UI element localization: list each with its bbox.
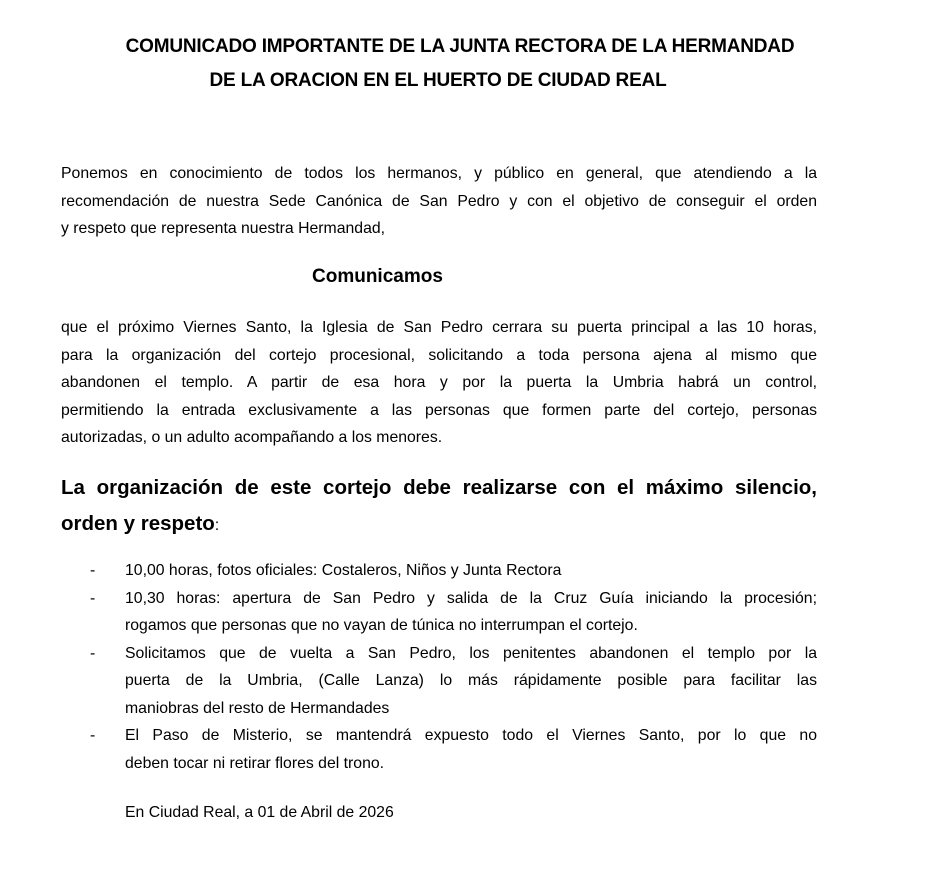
body-line: autorizadas, o un adulto acompañando a los menores. xyxy=(61,429,443,446)
lead-line-2-wrap xyxy=(61,506,817,544)
intro-line: y respeto que representa nuestra Hermandad, xyxy=(61,220,386,237)
list-item xyxy=(90,585,817,640)
list-item xyxy=(90,640,817,723)
list-bullet: - xyxy=(90,727,96,744)
comunicamos-heading: Comunicamos xyxy=(312,266,443,287)
list-item-line: puerta de la Umbria, (Calle Lanza) lo más rápidamente posible para facilitar las xyxy=(125,672,817,689)
lead-line-1: La organización de este cortejo debe realizarse con el máximo silencio, xyxy=(61,476,817,499)
list-item-line: 10,30 horas: apertura de San Pedro y salida de la Cruz Guía iniciando la procesión; xyxy=(125,589,817,607)
list-item xyxy=(90,557,817,585)
body-line: para la organización del cortejo procesional, solicitando a toda persona ajena al mismo que xyxy=(61,346,817,364)
list-bullet: - xyxy=(90,562,96,579)
list-item-line: rogamos que personas que no vayan de túnica no interrumpan el cortejo. xyxy=(125,617,638,634)
lead-colon: : xyxy=(214,517,220,534)
list-bullet: - xyxy=(90,589,96,607)
body-line: que el próximo Viernes Santo, la Iglesia de San Pedro cerrara su puerta principal a las 10 horas, xyxy=(61,319,817,336)
list-item-line: Solicitamos que de vuelta a San Pedro, los penitentes abandonen el templo por la xyxy=(125,644,817,662)
lead-line-2: orden y respeto xyxy=(61,512,215,535)
document-title-line-2: DE LA ORACION EN EL HUERTO DE CIUDAD REAL xyxy=(209,70,667,91)
lead-statement xyxy=(61,470,817,544)
list-bullet: - xyxy=(90,644,96,662)
body-line: permitiendo la entrada exclusivamente a las personas que formen parte del cortejo, personas xyxy=(61,401,817,419)
intro-line: recomendación de nuestra Sede Canónica de San Pedro y con el objetivo de conseguir el orden xyxy=(61,192,817,210)
intro-paragraph xyxy=(61,160,817,243)
body-line: abandonen el templo. A partir de esa hora y por la puerta la Umbria habrá un control, xyxy=(61,374,817,391)
list-item-line: El Paso de Misterio, se mantendrá expuesto todo el Viernes Santo, por lo que no xyxy=(125,727,817,744)
schedule-list xyxy=(90,557,817,777)
document-title-line-1: COMUNICADO IMPORTANTE DE LA JUNTA RECTORA DE LA HERMANDAD xyxy=(125,36,795,57)
intro-line: Ponemos en conocimiento de todos los hermanos, y público en general, que atendiendo a la xyxy=(61,165,817,182)
closing-date-line: En Ciudad Real, a 01 de Abril de 2026 xyxy=(125,804,394,821)
list-item-line: deben tocar ni retirar flores del trono. xyxy=(125,754,385,772)
list-item-line: maniobras del resto de Hermandades xyxy=(125,699,390,717)
list-item-line: 10,00 horas, fotos oficiales: Costaleros, Niños y Junta Rectora xyxy=(125,562,562,579)
list-item xyxy=(90,722,817,777)
body-paragraph xyxy=(61,314,817,452)
